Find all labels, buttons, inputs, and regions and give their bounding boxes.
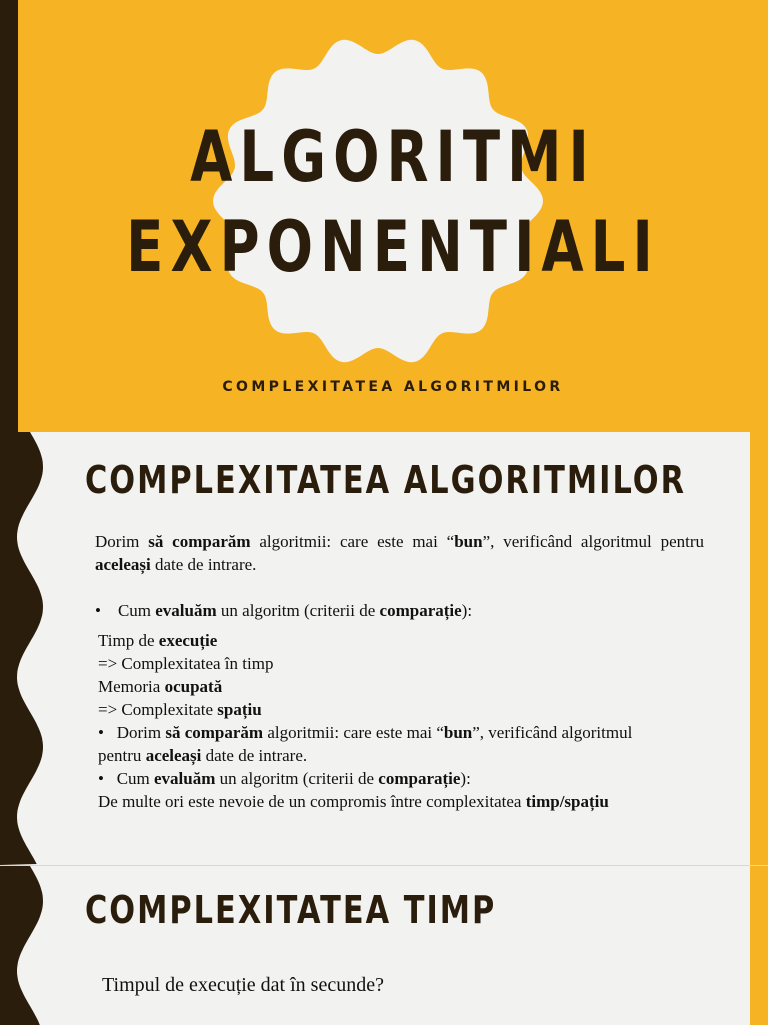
slide-heading: COMPLEXITATEA TIMP: [85, 888, 497, 932]
text-run: date de intrare.: [201, 746, 308, 765]
bold-text-run: bun: [454, 532, 483, 551]
wavy-left-edge: [0, 866, 48, 1025]
list-bullet-item: [98, 721, 670, 744]
list-line: [98, 652, 670, 675]
slide-heading: COMPLEXITATEA ALGORITMILOR: [85, 458, 686, 502]
bold-text-run: să: [165, 723, 181, 742]
slide-subtitle: COMPLEXITATEA ALGORITMILOR: [222, 379, 564, 395]
time-complexity-slide: [0, 865, 768, 1025]
text-run: un algoritm (criterii de: [216, 601, 380, 620]
list-line: [98, 790, 670, 813]
slide-title: [101, 112, 686, 292]
bold-text-run: evaluăm: [155, 601, 217, 620]
bullet-glyph: •: [95, 601, 118, 620]
list-line: [98, 675, 670, 698]
text-run: Timp de: [98, 631, 159, 650]
bold-text-run: ocupată: [164, 677, 223, 696]
bold-text-run: comparație: [379, 601, 462, 620]
text-run: [163, 532, 172, 551]
title-line-2: EXPONENTIALI: [126, 206, 660, 288]
right-accent-bar: [750, 432, 768, 865]
left-accent-bar: [0, 0, 18, 432]
list-line: [98, 629, 670, 652]
text-run: un algoritm (criterii de: [215, 769, 379, 788]
text-run: ):: [460, 769, 471, 788]
text-run: ):: [461, 601, 473, 620]
text-run: ”, verificând algoritmul: [472, 723, 633, 742]
intro-paragraph: [95, 530, 704, 576]
wavy-left-edge: [0, 432, 48, 865]
text-run: => Complexitate: [98, 700, 218, 719]
bold-text-run: comparăm: [184, 723, 264, 742]
text-run: => Complexitatea în timp: [98, 654, 274, 673]
list-bullet-item: [98, 767, 670, 790]
list-line: [98, 698, 670, 721]
bold-text-run: bun: [443, 723, 473, 742]
text-run: Dorim: [95, 532, 149, 551]
text-run: Cum: [117, 601, 156, 620]
bold-text-run: timp/spațiu: [525, 792, 609, 811]
text-run: Memoria: [98, 677, 165, 696]
text-run: De multe ori este nevoie de un compromis între complexitatea: [98, 792, 526, 811]
bold-text-run: aceleași: [95, 555, 151, 574]
text-run: Dorim: [116, 723, 166, 742]
title-slide: [0, 0, 768, 432]
text-run: algoritmii: care este mai “: [250, 532, 455, 551]
bold-text-run: aceleași: [145, 746, 202, 765]
bold-text-run: spațiu: [217, 700, 262, 719]
text-run: pentru: [98, 746, 146, 765]
bullet-glyph: •: [98, 723, 117, 742]
criteria-list: [98, 629, 670, 813]
text-run: Cum: [116, 769, 155, 788]
bold-text-run: evaluăm: [154, 769, 216, 788]
list-line: [98, 744, 670, 767]
bold-text-run: să: [148, 532, 164, 551]
criteria-bullet-text: [118, 601, 472, 620]
bullet-glyph: •: [98, 769, 117, 788]
bold-text-run: comparație: [378, 769, 461, 788]
text-run: algoritmii: care este mai “: [263, 723, 444, 742]
text-run: date de intrare.: [150, 555, 257, 574]
bold-text-run: execuție: [158, 631, 218, 650]
text-run: ”, verificând algoritmul pentru: [482, 532, 705, 551]
complexity-slide: [0, 432, 768, 865]
question-text: Timpul de execuție dat în secunde?: [102, 974, 384, 996]
bold-text-run: comparăm: [172, 532, 251, 551]
title-line-1: ALGORITMI: [190, 116, 596, 198]
criteria-bullet: [95, 599, 472, 622]
right-accent-bar: [750, 866, 768, 1025]
